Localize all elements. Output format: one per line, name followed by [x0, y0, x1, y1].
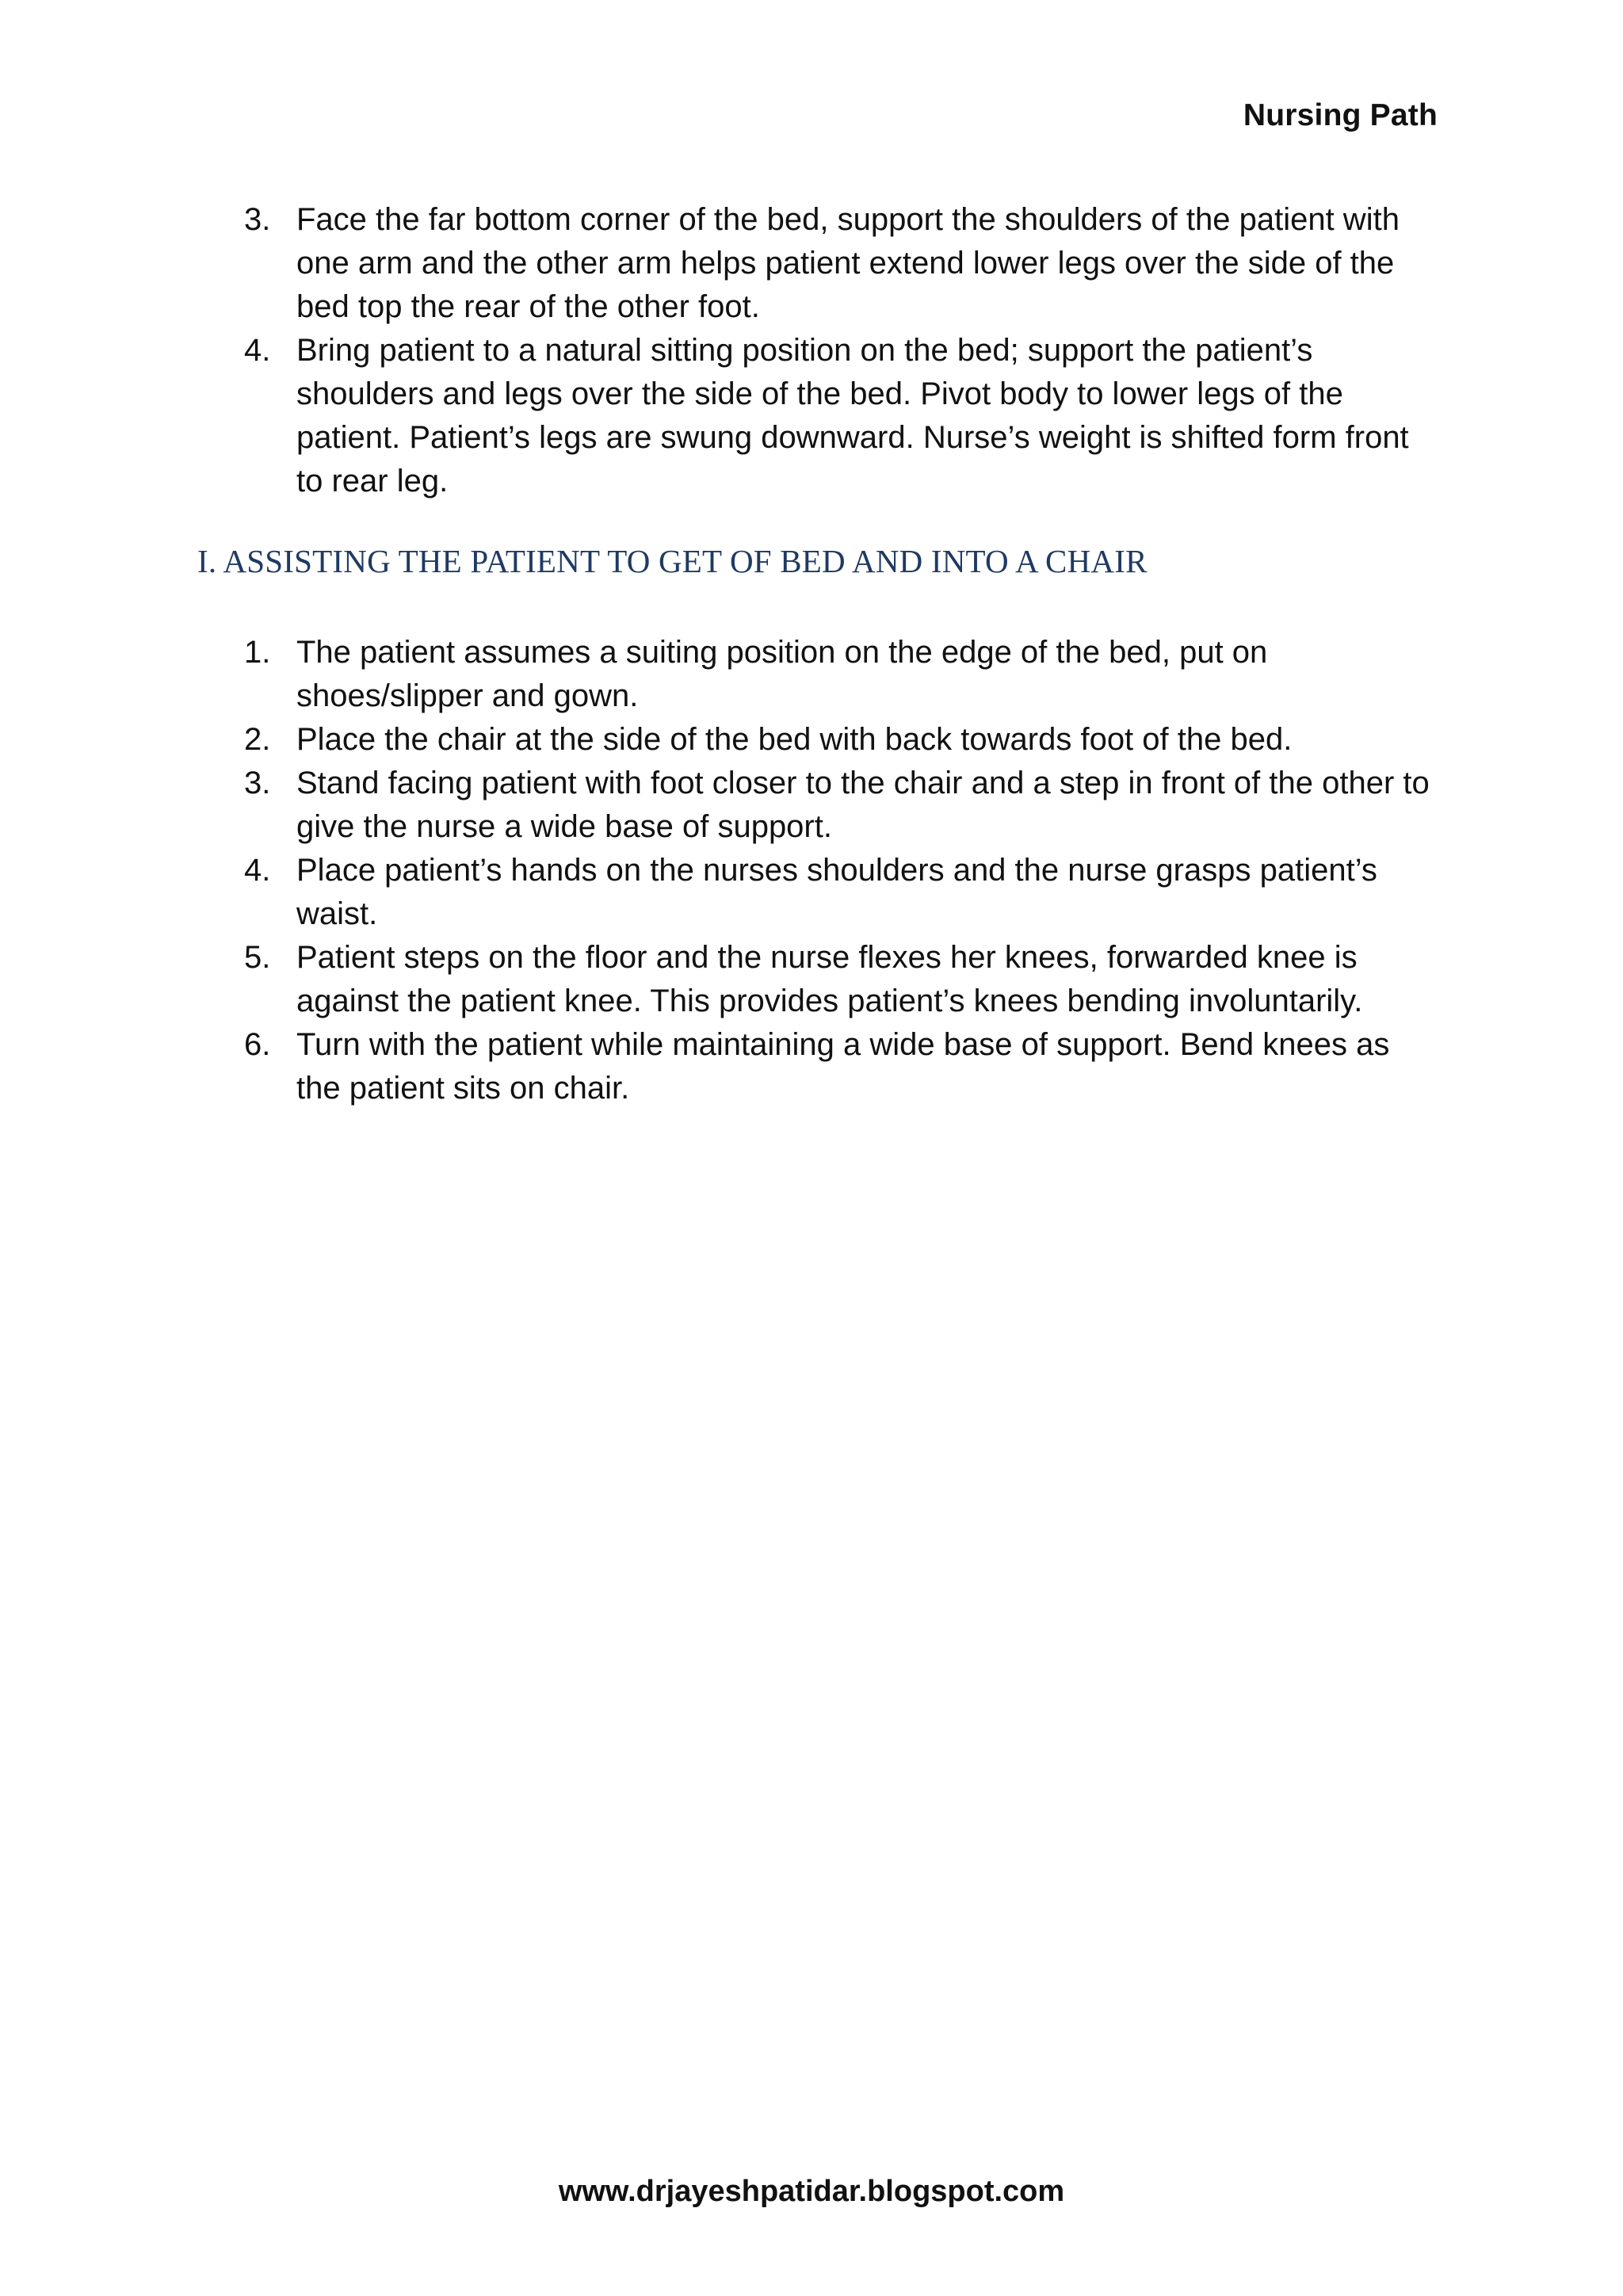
list-item-number: 3.	[244, 766, 271, 800]
list-item-text: Stand facing patient with foot closer to the chair and a step in front of the other to give the nurse a wide base of support.	[296, 766, 1430, 844]
list-item-text: Bring patient to a natural sitting position on the bed; support the patient’s shoulders and legs over the side of the bed. Pivot body to lower legs of the patient. Patient’s legs are swung downward. Nurse’s weight is shifted form front to rear leg.	[296, 333, 1409, 499]
list-item	[238, 198, 1442, 329]
list-item-number: 6.	[244, 1027, 271, 1062]
list-item	[238, 849, 1442, 936]
list-item-number: 5.	[244, 940, 271, 975]
list-item	[238, 936, 1442, 1023]
list-item-text: Patient steps on the floor and the nurse flexes her knees, forwarded knee is against the patient knee. This provides patient’s knees bending involuntarily.	[296, 940, 1363, 1018]
list-item	[238, 762, 1442, 849]
list-item-number: 3.	[244, 202, 271, 237]
list-item	[238, 718, 1442, 762]
list-item	[238, 631, 1442, 718]
section-heading: I. ASSISTING THE PATIENT TO GET OF BED AND INTO A CHAIR	[197, 543, 1148, 579]
list-item-text: Place the chair at the side of the bed with back towards foot of the bed.	[296, 722, 1293, 757]
list-item-text: Turn with the patient while maintaining a wide base of support. Bend knees as the patient sits on chair.	[296, 1027, 1390, 1106]
list-item	[238, 329, 1442, 503]
list-item-number: 2.	[244, 722, 271, 757]
list-item-text: The patient assumes a suiting position on the edge of the bed, put on shoes/slipper and gown.	[296, 635, 1268, 713]
chair-transfer-steps-list	[238, 631, 1442, 1110]
page-header-title: Nursing Path	[1243, 98, 1438, 132]
list-item	[238, 1023, 1442, 1110]
list-item-text: Place patient’s hands on the nurses shoulders and the nurse grasps patient’s waist.	[296, 853, 1377, 931]
list-item-number: 4.	[244, 333, 271, 368]
steps-list-continued	[238, 198, 1442, 503]
list-item-number: 1.	[244, 635, 271, 670]
list-item-text: Face the far bottom corner of the bed, support the shoulders of the patient with one arm and the other arm helps patient extend lower legs over the side of the bed top the rear of the other foot.	[296, 202, 1400, 324]
footer-url: www.drjayeshpatidar.blogspot.com	[558, 2175, 1065, 2208]
list-item-number: 4.	[244, 853, 271, 888]
